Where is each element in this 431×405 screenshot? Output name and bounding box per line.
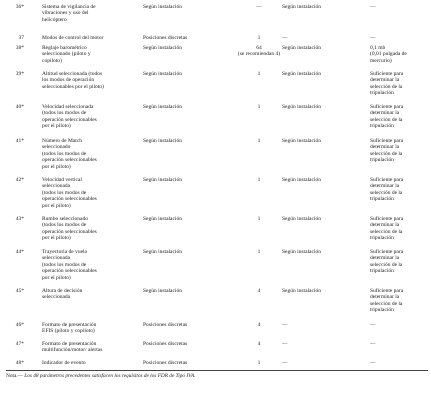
parameter-name: Rumbo seleccionado (todos los modos de operación seleccionables por el piloto) [42,216,97,242]
parameter-accuracy: — [256,4,262,10]
parameter-number: 38* [15,45,24,51]
parameter-number: 40* [15,104,24,110]
parameter-range: Según instalación [143,71,182,77]
parameter-range: Según instalación [143,138,182,144]
table-footnote [6,373,196,379]
parameter-sampling: Según instalación [282,45,321,51]
parameter-number: 36* [15,4,24,10]
parameter-resolution: 0,1 mb (0,01 pulgada de mercurio) [370,45,407,64]
parameter-range: Según instalación [143,45,182,51]
parameter-name: Formato de presentación EFIS (piloto y copiloto) [42,322,97,335]
parameter-accuracy: 1 [257,138,261,144]
parameter-name: Velocidad vertical seleccionada (todos los modos de operación seleccionables por el piloto) [42,177,97,209]
parameter-resolution: Suficiente para determinar la selección de la tripulación [370,249,404,275]
parameter-number: 46* [15,322,24,328]
parameter-accuracy: 1 [257,216,261,222]
parameter-accuracy: 1 [257,177,261,183]
parameter-number: 45* [15,288,24,294]
parameter-number: 39* [15,71,24,77]
parameter-sampling: Según instalación [282,177,321,183]
parameter-accuracy: 1 [257,35,261,41]
parameter-range: Posiciones discretas [143,360,188,366]
parameter-sampling: — [282,322,288,328]
parameter-resolution: — [370,322,376,328]
parameter-resolution: Suficiente para determinar la selección de la tripulación [370,104,404,130]
parameter-range: Según instalación [143,216,182,222]
parameter-sampling: Según instalación [282,288,321,294]
parameter-accuracy: 4 [257,288,261,294]
parameter-range: Posiciones discretas [143,35,188,41]
parameter-resolution: Suficiente para determinar la selección de la tripulación [370,138,404,164]
parameter-sampling: Según instalación [282,138,321,144]
parameter-resolution: Suficiente para determinar la selección de la tripulación [370,177,404,203]
parameter-number: 41* [15,138,24,144]
parameter-accuracy: 64 (se recomiendan 4) [237,45,281,58]
parameter-range: Posiciones discretas [143,341,188,347]
parameter-range: Posiciones discretas [143,322,188,328]
parameter-resolution: — [370,360,376,366]
parameter-number: 47* [15,341,24,347]
parameter-name: Modos de control del motor [42,35,104,41]
parameter-name: Altitud seleccionada (todos los modos de operación seleccionables por el piloto) [42,71,104,90]
parameter-sampling: Según instalación [282,216,321,222]
parameter-resolution: — [370,4,376,10]
parameter-name: Reglaje barométrico seleccionado (piloto y copiloto) [42,45,91,64]
parameter-name: Velocidad seleccionada (todos los modos de operación seleccionables por el piloto) [42,104,97,130]
parameter-resolution: Suficiente para determinar la selección de la tripulación [370,288,404,314]
parameter-accuracy: 1 [257,71,261,77]
parameter-sampling: Según instalación [282,249,321,255]
parameter-resolution: — [370,35,376,41]
parameter-range: Según instalación [143,104,182,110]
parameter-resolution: Suficiente para determinar la selección de la tripulación [370,71,404,97]
parameter-resolution: Suficiente para determinar la selección de la tripulación [370,216,404,242]
parameter-name: Trayectoria de vuelo seleccionada (todos los modos de operación seleccionables por el piloto) [42,249,97,281]
parameter-sampling: — [282,35,288,41]
parameter-accuracy: 4 [257,341,261,347]
parameter-number: 37 [18,35,24,41]
parameter-accuracy: 1 [257,104,261,110]
parameter-number: 42* [15,177,24,183]
parameter-range: Según instalación [143,177,182,183]
parameter-accuracy: 4 [257,322,261,328]
parameter-sampling: — [282,341,288,347]
parameter-sampling: Según instalación [282,104,321,110]
parameter-name: Sistema de vigilancia de vibraciones y uso del helicóptero [42,4,96,23]
parameter-resolution: — [370,341,376,347]
parameter-number: 44* [15,249,24,255]
parameter-name: Formato de presentación multifunción/motor/ alertas [42,341,103,354]
parameter-name: Número de Match seleccionado (todos los modos de operación seleccionables por el piloto) [42,138,97,170]
parameter-number: 48* [15,360,24,366]
parameter-sampling: — [282,360,288,366]
parameter-range: Según instalación [143,288,182,294]
parameter-accuracy: 1 [257,249,261,255]
parameter-sampling: Según instalación [282,4,321,10]
footnote-text: Los 48 parámetros precedentes satisfacen los requisitos de los FDR de Tipo IVA. [22,373,196,379]
parameter-range: Según instalación [143,4,182,10]
parameter-range: Según instalación [143,249,182,255]
parameter-name: Indicador de evento [42,360,86,366]
footnote-lead: Nota.— [6,373,23,379]
parameter-number: 43* [15,216,24,222]
table-bottom-rule [6,370,428,371]
parameter-sampling: Según instalación [282,71,321,77]
parameter-accuracy: 1 [257,360,261,366]
parameter-name: Altura de decisión seleccionada [42,288,83,301]
